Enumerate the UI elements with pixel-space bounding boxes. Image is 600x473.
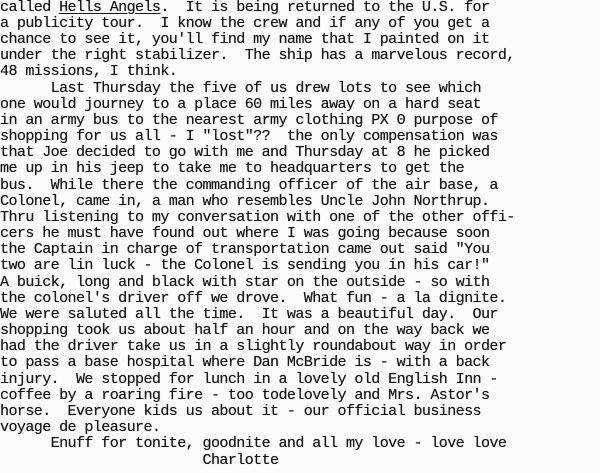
letter-line: Colonel, came in, a man who resembles Uncle John Northrup. <box>0 192 490 210</box>
letter-line: A buick, long and black with star on the outside - so with <box>0 273 490 291</box>
letter-line: We were saluted all the time. It was a beautiful day. Our <box>0 305 498 323</box>
letter-line: in an army bus to the nearest army clothing PX Θ purpose of <box>0 111 498 129</box>
letter-line: Enuff for tonite, goodnite and all my love - love love <box>0 434 507 452</box>
letter-line: cers he must have found out where I was going because soon <box>0 224 490 242</box>
letter-line: Thru listening to my conversation with one of the other offi- <box>0 208 515 226</box>
letter-line: one would journey to a place 60 miles away on a hard seat <box>0 95 481 113</box>
letter-line: injury. We stopped for lunch in a lovely old English Inn - <box>0 370 498 388</box>
letter-line: chance to see it, you'll find my name that I painted on it <box>0 30 490 48</box>
letter-line: Last Thursday the five of us drew lots to see which <box>0 79 481 97</box>
signature-line: Charlotte <box>0 451 279 469</box>
letter-line: to pass a base hospital where Dan McBride is - with a back <box>0 353 490 371</box>
underlined-title: Hells Angels <box>59 0 161 16</box>
line-text: . It is being returned to the U.S. for <box>160 0 490 16</box>
letter-line: had the driver take us in a slightly roundabout way in order <box>0 337 507 355</box>
letter-line <box>0 0 489 15</box>
letter-line: me up in his jeep to take me to headquarters to get the <box>0 159 465 177</box>
letter-line: two are lin luck - the Colonel is sending you in his car!" <box>0 256 490 274</box>
letter-line: horse. Everyone kids us about it - our official business <box>0 402 481 420</box>
letter-line: coffee by a roaring fire - too todelovely and Mrs. Astor's <box>0 386 490 404</box>
letter-line: 48 missions, I think. <box>0 62 178 80</box>
letter-line: bus. While there the commanding officer of the air base, a <box>0 176 498 194</box>
letter-line: the Captain in charge of transportation came out said "You <box>0 240 490 258</box>
letter-line: voyage de pleasure. <box>0 418 161 436</box>
letter-line: a publicity tour. I know the crew and if any of you get a <box>0 14 490 32</box>
letter-line: the colonel's driver off we drove. What fun - a la dignite. <box>0 289 507 307</box>
letter-line: shopping took us about half an hour and on the way back we <box>0 321 490 339</box>
letter-line: shopping for us all - I "lost"?? the only compensation was <box>0 127 498 145</box>
letter-line: that Joe decided to go with me and Thursday at 8 he picked <box>0 143 490 161</box>
line-text: called <box>0 0 60 16</box>
letter-line: under the right stabilizer. The ship has a marvelous record, <box>0 46 515 64</box>
